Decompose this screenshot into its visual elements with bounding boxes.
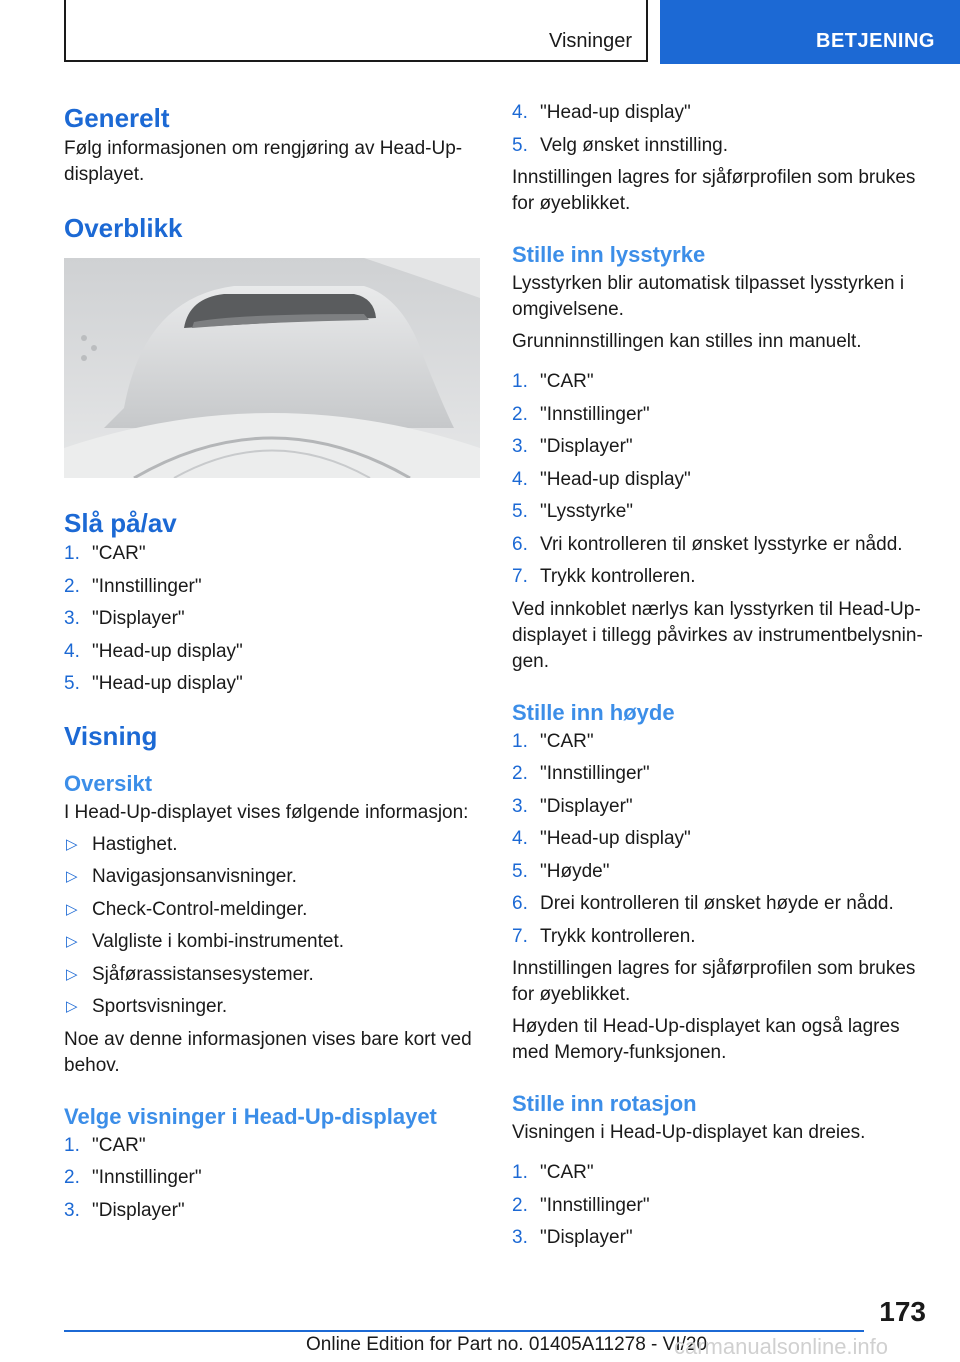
list-item: 6. Vri kontrolleren til ønsket lysstyrke er nådd. xyxy=(512,533,903,555)
velge-steps xyxy=(64,1133,480,1224)
lysstyrke-text-2: Grunninnstillingen kan stilles inn manuelt. xyxy=(512,331,862,352)
lysstyrke-note: Ved innkoblet nærlys kan lysstyrken til Head-Up-displayet i tillegg påvirkes av instrumentbelysnin-gen. xyxy=(512,598,923,672)
header-frame xyxy=(64,0,648,62)
list-item: 1. "CAR" xyxy=(64,543,146,564)
triangle-bullet-icon: ▷ xyxy=(66,835,78,853)
list-item: 7. Trykk kontrolleren. xyxy=(512,566,696,587)
generelt-text: Følg informasjonen om rengjøring av Head-Up-displayet. xyxy=(64,138,463,185)
oversikt-note: Noe av denne informasjonen vises bare kort ved behov. xyxy=(64,1028,472,1076)
list-item: 2. "Innstillinger" xyxy=(512,1194,650,1216)
list-item: 3. "Displayer" xyxy=(512,1227,633,1248)
list-item: 7. Trykk kontrolleren. xyxy=(512,925,696,947)
list-item: ▷ Check-Control-meldinger. xyxy=(64,897,480,923)
watermark: carmanualsonline.info xyxy=(674,1334,889,1359)
header-chapter-label: BETJENING xyxy=(816,30,935,52)
list-item: 5. "Lysstyrke" xyxy=(512,501,634,522)
list-item: ▷ Hastighet. xyxy=(64,832,480,858)
triangle-bullet-icon: ▷ xyxy=(66,900,78,918)
triangle-bullet-icon: ▷ xyxy=(66,868,78,885)
list-item: 3. "Displayer" xyxy=(512,436,633,457)
hoyde-text-1: Innstillingen lagres for sjåførprofilen som brukes for øyeblikket. xyxy=(512,958,916,1005)
heading-generelt: Generelt xyxy=(64,103,170,133)
heading-hoyde: Stille inn høyde xyxy=(512,699,675,725)
oversikt-bullets xyxy=(64,832,480,1021)
footer-edition: Online Edition for Part no. 01405A11278 - VI/20 xyxy=(306,1334,708,1355)
heading-lysstyrke: Stille inn lysstyrke xyxy=(512,242,706,267)
heading-oversikt: Oversikt xyxy=(64,770,153,796)
triangle-bullet-icon: ▷ xyxy=(66,965,78,983)
list-item: 5. Velg ønsket innstilling. xyxy=(512,134,728,156)
lysstyrke-text-1: Lysstyrken blir automatisk tilpasset lysstyrken i omgivelsene. xyxy=(512,273,905,320)
lysstyrke-steps xyxy=(512,369,932,590)
list-item: 1. "CAR" xyxy=(512,371,594,392)
list-item: 5. "Høyde" xyxy=(512,860,610,882)
list-item: 1. "CAR" xyxy=(512,1162,594,1183)
list-item: ▷ Sjåførassistansesystemer. xyxy=(64,962,480,988)
heading-sla-pa-av: Slå på/av xyxy=(64,508,177,538)
sla-steps xyxy=(64,541,480,697)
list-item: 4. "Head-up display" xyxy=(512,102,691,123)
header-chapter-tab xyxy=(660,0,960,64)
list-item: 3. "Displayer" xyxy=(64,1199,185,1221)
list-item: ▷ Valgliste i kombi-instrumentet. xyxy=(64,929,480,955)
heading-rotasjon: Stille inn rotasjon xyxy=(512,1091,697,1116)
velge-steps-continued xyxy=(512,100,932,159)
triangle-bullet-icon: ▷ xyxy=(66,998,78,1015)
list-item: 5. "Head-up display" xyxy=(64,673,243,694)
hoyde-text-2: Høyden til Head-Up-displayet kan også lagres med Memory-funksjonen. xyxy=(512,1016,900,1063)
list-item: 4. "Head-up display" xyxy=(512,828,691,849)
list-item: 6. Drei kontrolleren til ønsket høyde er nådd. xyxy=(512,893,894,914)
rotasjon-text: Visningen i Head-Up-displayet kan dreies. xyxy=(512,1122,866,1143)
list-item: 3. "Displayer" xyxy=(64,608,185,629)
list-item: 1. "CAR" xyxy=(512,730,594,752)
footer-divider xyxy=(64,1330,864,1332)
heading-overblikk: Overblikk xyxy=(64,213,183,243)
right-column xyxy=(512,100,932,1258)
list-item: 2. "Innstillinger" xyxy=(64,575,202,597)
head-up-display-photo xyxy=(64,258,480,478)
page-number: 173 xyxy=(879,1296,926,1327)
list-item: 2. "Innstillinger" xyxy=(512,763,650,784)
list-item: ▷ Sportsvisninger. xyxy=(64,994,480,1020)
list-item: 3. "Displayer" xyxy=(512,795,633,817)
list-item: 2. "Innstillinger" xyxy=(512,403,650,425)
oversikt-intro: I Head-Up-displayet vises følgende informasjon: xyxy=(64,801,469,823)
list-item: 4. "Head-up display" xyxy=(512,468,691,490)
heading-velge-visninger: Velge visninger i Head-Up-displayet xyxy=(64,1103,437,1129)
heading-visning: Visning xyxy=(64,720,158,751)
left-column xyxy=(64,100,480,1230)
list-item: 2. "Innstillinger" xyxy=(64,1167,202,1188)
list-item: 1. "CAR" xyxy=(64,1134,146,1156)
triangle-bullet-icon: ▷ xyxy=(66,933,78,950)
list-item: 4. "Head-up display" xyxy=(64,640,243,662)
rotasjon-steps xyxy=(512,1160,932,1251)
hoyde-steps xyxy=(512,729,932,950)
header-section-title: Visninger xyxy=(548,30,632,52)
list-item: ▷ Navigasjonsanvisninger. xyxy=(64,864,480,890)
velge-text: Innstillingen lagres for sjåførprofilen som brukes for øyeblikket. xyxy=(512,167,916,214)
